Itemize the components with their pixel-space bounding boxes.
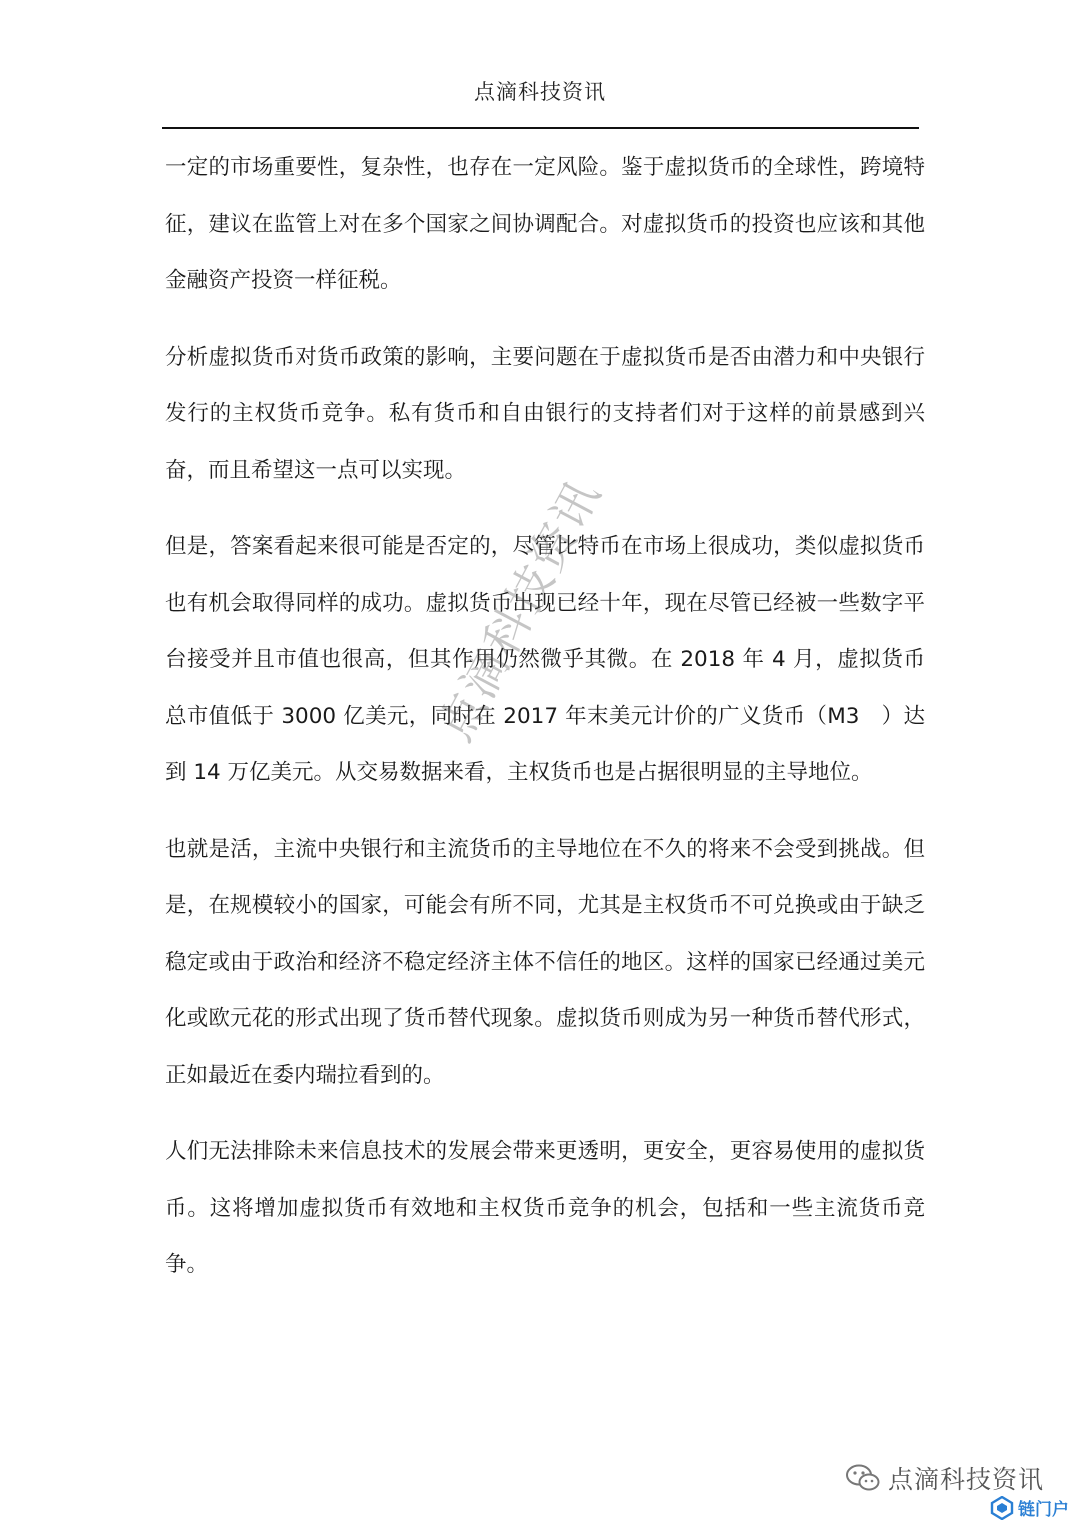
paragraph-1: 一定的市场重要性，复杂性，也存在一定风险。鉴于虚拟货币的全球性，跨境特征，建议在监管上对在多个国家之间协调配合。对虚拟货币的投资也应该和其他金融资产投资一样征税。 — [165, 155, 925, 293]
watermark-text: 点滴科技资讯 — [427, 469, 611, 750]
paragraph-4: 也就是活，主流中央银行和主流货币的主导地位在不久的将来不会受到挑战。但是，在规模较小的国家，可能会有所不同，尤其是主权货币不可兑换或由于缺乏稳定或由于政治和经济不稳定经济主体不信任的地区。这样的国家已经通过美元化或欧元花的形式出现了货币替代现象。虚拟货币则成为另一种货币替代形式，正如最近在委内瑞拉看到的。 — [165, 836, 925, 1088]
footer-brand-text: 点滴科技资讯 — [888, 1465, 1045, 1494]
corner-logo-text: 链门户 — [1018, 1500, 1069, 1520]
paragraph-2: 分析虚拟货币对货币政策的影响，主要问题在于虚拟货币是否由潜力和中央银行发行的主权货币竞争。私有货币和自由银行的支持者们对于这样的前景感到兴奋，而且希望这一点可以实现。 — [165, 344, 925, 483]
wechat-icon — [846, 1464, 880, 1492]
corner-logo — [990, 1495, 1069, 1520]
header-divider — [162, 127, 919, 129]
chain-logo-icon — [990, 1496, 1014, 1520]
footer-brand — [846, 1460, 1044, 1496]
document-body — [165, 140, 925, 1314]
paragraph-5: 人们无法排除未来信息技术的发展会带来更透明，更安全，更容易使用的虚拟货币。这将增加虚拟货币有效地和主权货币竞争的机会，包括和一些主流货币竞争。 — [165, 1139, 925, 1277]
page-header-title: 点滴科技资讯 — [474, 80, 606, 104]
paragraph-3: 但是，答案看起来很可能是否定的，尽管比特币在市场上很成功，类似虚拟货币也有机会取得同样的成功。虚拟货币出现已经十年，现在尽管已经被一些数字平台接受并且市值也很高，但其作用仍然微乎其微。在 2018 年 4 月，虚拟货币总市值低于 3000 亿美元，同时在 2017 年末美元计价的广义货币（M3 ）达到 14 万亿美元。从交易数据来看，主权货币也是占据很明显的主导地位。 — [165, 534, 925, 785]
